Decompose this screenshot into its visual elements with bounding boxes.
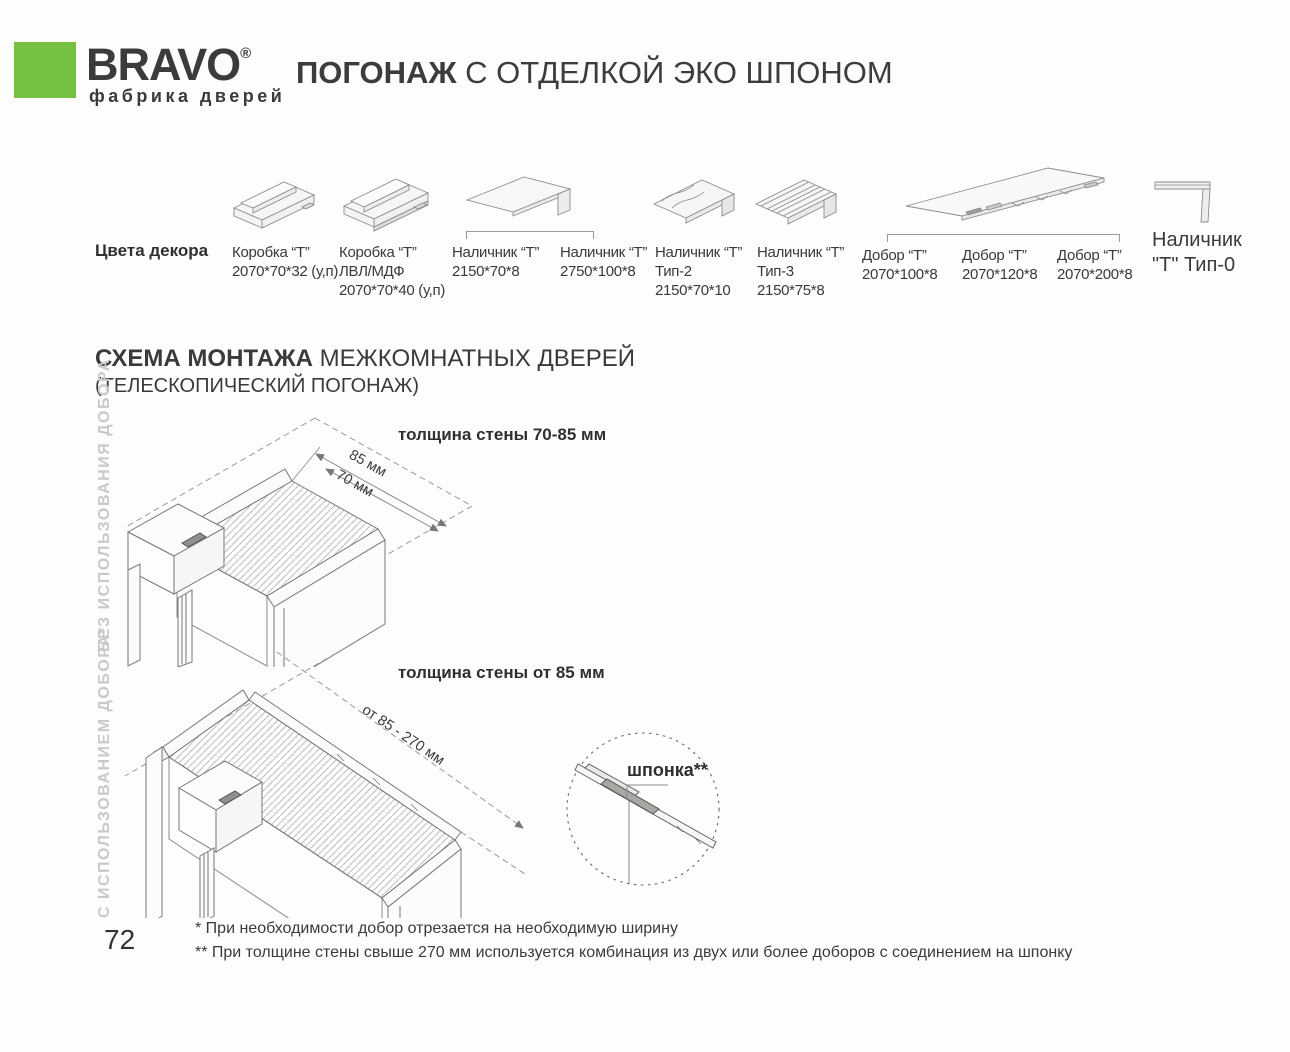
product-label-nalichnik-2: Наличник “Т” 2750*100*8 <box>560 244 648 280</box>
detail-circle-shponka <box>567 733 719 885</box>
bracket-nalichnik-group <box>466 231 594 239</box>
registered-mark: ® <box>240 45 251 62</box>
scheme-heading: СХЕМА МОНТАЖА МЕЖКОМНАТНЫХ ДВЕРЕЙ <box>95 345 636 372</box>
side-label-with-dobor: С ИСПОЛЬЗОВАНИЕМ ДОБОРА* <box>96 626 113 918</box>
bracket-dobor-group <box>887 234 1120 242</box>
page-number: 72 <box>104 924 136 955</box>
shponka-label: шпонка** <box>627 760 708 780</box>
profile-icon-korobka-t <box>228 170 320 238</box>
product-label-nalichnik-1: Наличник “Т” 2150*70*8 <box>452 244 540 280</box>
wall-thickness-label-2: толщина стены от 85 мм <box>398 663 605 682</box>
product-label-korobka-1: Коробка “Т” 2070*70*32 (у,п) <box>232 244 339 280</box>
product-label-dobor-2: Добор “Т” 2070*120*8 <box>962 247 1038 283</box>
product-label-nalichnik-tip2: Наличник “Т” Тип-2 2150*70*10 <box>655 244 743 299</box>
product-label-dobor-3: Добор “Т” 2070*200*8 <box>1057 247 1133 283</box>
page-title <box>296 55 893 91</box>
footnote-2: ** При толщине стены свыше 270 мм используется комбинация из двух или более доборов с соединением на шпонку <box>195 944 1073 961</box>
product-label-dobor-1: Добор “Т” 2070*100*8 <box>862 247 938 283</box>
profile-icon-dobor-t <box>900 162 1112 228</box>
decor-colors-label: Цвета декора <box>95 241 209 260</box>
brand-tagline: фабрика дверей <box>89 86 286 106</box>
profile-icon-nalichnik-tip0 <box>1152 174 1218 226</box>
profile-icon-nalichnik-tip3 <box>750 168 842 230</box>
installation-diagram-thin-wall <box>120 412 620 667</box>
door-leaf-2 <box>200 848 214 918</box>
page-title-bold: ПОГОНАЖ <box>296 55 457 90</box>
installation-diagram-thick-wall <box>105 648 735 918</box>
brand-logo-square <box>14 42 76 98</box>
product-label-korobka-2: Коробка “Т” ЛВЛ/МДФ 2070*70*40 (у,п) <box>339 244 446 299</box>
dim-85-270mm: от 85 - 270 мм <box>359 702 448 769</box>
scheme-subheading: (ТЕЛЕСКОПИЧЕСКИЙ ПОГОНАЖ) <box>95 375 420 397</box>
dim-85mm: 85 мм <box>346 447 390 481</box>
profile-icon-korobka-t-lvl <box>336 166 436 238</box>
footnote-1: * При необходимости добор отрезается на необходимую ширину <box>195 920 678 937</box>
product-label-nalichnik-tip0: Наличник "Т" Тип-0 <box>1152 229 1242 276</box>
wall-thickness-label-1: толщина стены 70-85 мм <box>398 425 607 444</box>
product-label-nalichnik-tip3: Наличник “Т” Тип-3 2150*75*8 <box>757 244 845 299</box>
brand-name <box>86 39 251 90</box>
brand-name-text: BRAVO <box>86 39 241 90</box>
side-label-without-dobor: БЕЗ ИСПОЛЬЗОВАНИЯ ДОБОРА <box>96 358 113 652</box>
dim-70mm: 70 мм <box>333 467 377 501</box>
page-title-rest: С ОТДЕЛКОЙ ЭКО ШПОНОМ <box>456 55 893 90</box>
profile-icon-nalichnik-t <box>462 170 577 230</box>
profile-icon-nalichnik-tip2 <box>648 168 740 230</box>
